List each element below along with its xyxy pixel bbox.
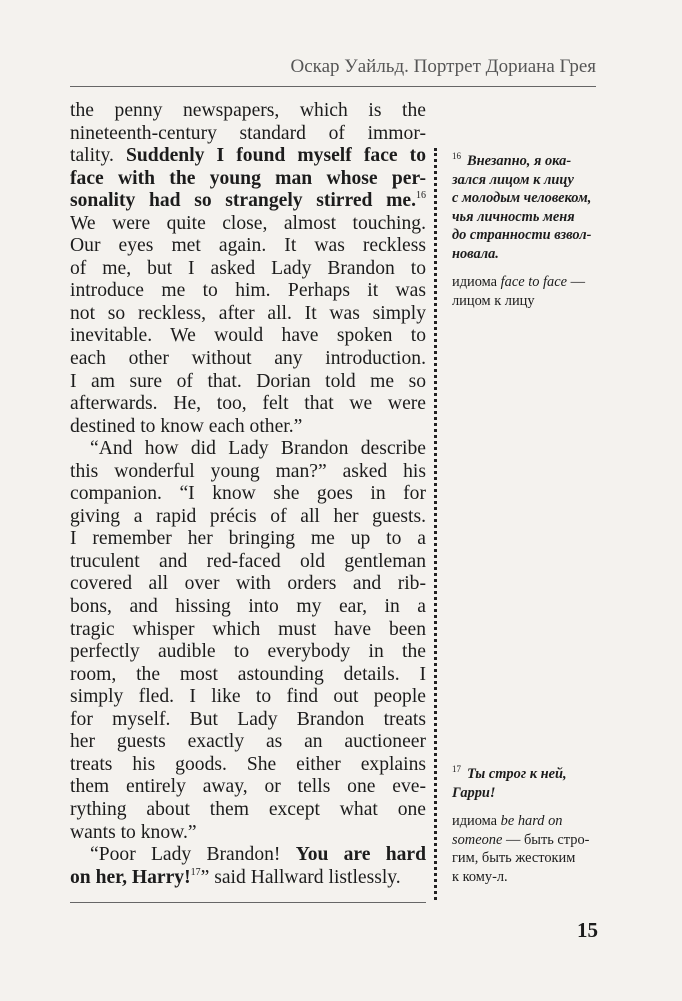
side-note-17 xyxy=(452,765,602,886)
side-note-16 xyxy=(452,152,602,310)
text-line: “And how did Lady Brandon describe xyxy=(90,438,426,460)
text-line xyxy=(70,145,426,168)
bold-phrase: You are hard xyxy=(295,844,426,866)
text-line: nineteenth-century standard of immor- xyxy=(70,122,426,144)
idiom-phrase: be hard on xyxy=(500,813,563,829)
text-line xyxy=(70,190,426,213)
text-line: tragic whisper which must have been xyxy=(70,618,426,640)
page-number: 15 xyxy=(577,918,598,942)
text-line: giving a rapid précis of all her guests. xyxy=(70,505,426,527)
idiom-text: — быть стро- xyxy=(505,831,590,848)
gloss-text: Внезапно, я ока- xyxy=(467,153,572,169)
idiom-label: идиома xyxy=(452,274,498,290)
text-line: afterwards. He, too, felt that we were xyxy=(70,393,426,415)
text-line: perfectly audible to everybody in the xyxy=(70,641,426,663)
running-header: Оскар Уайльд. Портрет Дориана Грея xyxy=(70,56,596,87)
text-line: each other without any introduction. xyxy=(70,348,426,370)
text-line: covered all over with orders and rib- xyxy=(70,573,426,595)
text-line: inevitable. We would have spoken to xyxy=(70,325,426,347)
text-line: not so reckless, after all. It was simply xyxy=(70,302,426,324)
gloss-line xyxy=(452,152,602,171)
bold-phrase: Suddenly I found myself face to xyxy=(126,145,427,167)
text-line: wants to know.” xyxy=(70,821,197,843)
text-line xyxy=(70,844,426,867)
text-line: rything about them except what one xyxy=(70,798,426,820)
gloss-line: Гарри! xyxy=(452,784,496,801)
text-line xyxy=(70,867,426,890)
gloss-text: Ты строг к ней, xyxy=(467,766,567,782)
idiom-line xyxy=(452,273,602,292)
bold-phrase: on her, Harry! xyxy=(70,866,191,888)
text-line: room, the most astounding details. I xyxy=(70,663,426,685)
text-line: companion. “I know she goes in for xyxy=(70,483,426,505)
text-line: We were quite close, almost touching. xyxy=(70,212,426,234)
footnote-ref-16: 16 xyxy=(416,190,426,202)
text-line: the penny newspapers, which is the xyxy=(70,100,426,121)
text-fragment: ” said Hallward listlessly. xyxy=(200,866,401,888)
main-text xyxy=(70,100,426,889)
text-line: this wonderful young man?” asked his xyxy=(70,460,426,482)
idiom-line: к кому-л. xyxy=(452,868,508,885)
dotted-divider xyxy=(434,148,437,900)
text-line: bons, and hissing into my ear, in a xyxy=(70,596,426,618)
idiom-line xyxy=(452,812,602,831)
idiom-line: гим, быть жестоким xyxy=(452,850,576,866)
gloss-line: новала. xyxy=(452,245,499,262)
note-idiom xyxy=(452,273,602,310)
footnote-ref-17: 17 xyxy=(190,866,201,878)
text-line: introduce me to him. Perhaps it was xyxy=(70,280,426,302)
note-number: 16 xyxy=(452,151,461,161)
idiom-phrase: face to face xyxy=(500,274,567,290)
text-fragment: tality. xyxy=(70,145,114,167)
bold-phrase: face with the young man whose per- xyxy=(70,167,426,189)
gloss-line xyxy=(452,765,602,784)
text-line: simply fled. I like to find out people xyxy=(70,686,426,708)
bold-phrase: sonality had so strangely stirred me. xyxy=(70,190,416,212)
note-idiom xyxy=(452,812,602,886)
idiom-line xyxy=(452,831,602,850)
gloss-line: чья личность меня xyxy=(452,208,575,225)
note-gloss xyxy=(452,765,602,802)
text-line: treats his goods. She either explains xyxy=(70,753,426,775)
gloss-line: до странности взвол- xyxy=(452,227,592,243)
bottom-rule xyxy=(70,902,426,903)
text-line: destined to know each other.” xyxy=(70,415,303,437)
text-line: I remember her bringing me up to a xyxy=(70,528,426,550)
text-fragment: “Poor Lady Brandon! xyxy=(90,844,281,866)
gloss-line: зался лицом к лицу xyxy=(452,171,574,188)
text-line: for myself. But Lady Brandon treats xyxy=(70,708,426,730)
text-line: of me, but I asked Lady Brandon to xyxy=(70,257,426,279)
text-line: truculent and red-faced old gentleman xyxy=(70,550,426,572)
gloss-line: с молодым человеком, xyxy=(452,190,592,206)
text-line: her guests exactly as an auctioneer xyxy=(70,731,426,753)
idiom-phrase: someone xyxy=(452,831,503,848)
idiom-text: — xyxy=(570,274,585,290)
idiom-line: лицом к лицу xyxy=(452,292,535,309)
text-line: Our eyes met again. It was reckless xyxy=(70,235,426,257)
idiom-label: идиома xyxy=(452,813,498,829)
note-gloss xyxy=(452,152,602,263)
text-line: I am sure of that. Dorian told me so xyxy=(70,370,426,392)
text-line xyxy=(70,168,426,191)
text-line: them entirely away, or tells one eve- xyxy=(70,776,426,798)
note-number: 17 xyxy=(452,764,461,774)
